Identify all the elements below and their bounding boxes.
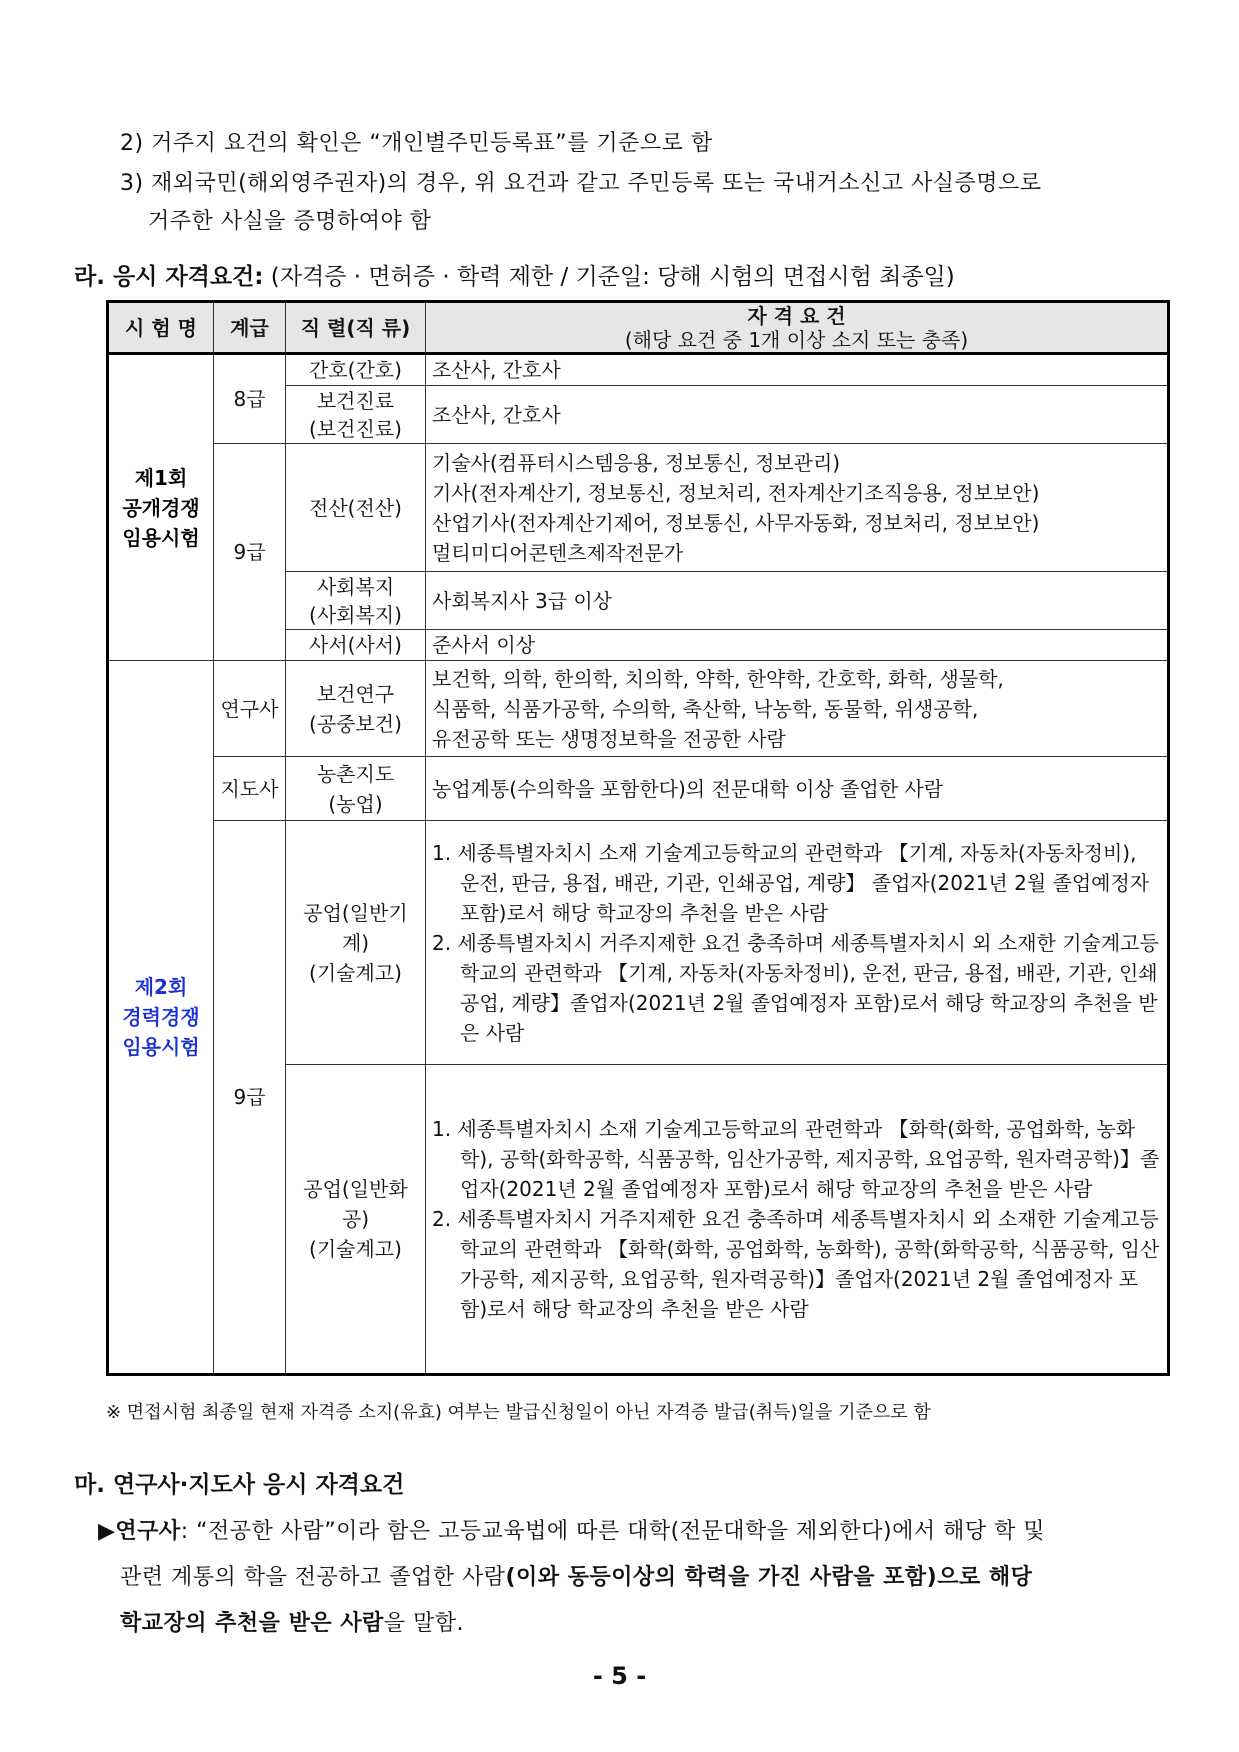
job-chem bbox=[286, 1065, 426, 1375]
exam-2-cell bbox=[108, 661, 214, 1375]
exam-1-line3: 임용시험 bbox=[122, 525, 200, 550]
table-row bbox=[108, 821, 1169, 1065]
job-research-line2: (공중보건) bbox=[309, 711, 402, 736]
table-row bbox=[108, 354, 1169, 386]
residence-rule-3-cont: 거주한 사실을 증명하여야 함 bbox=[148, 209, 432, 234]
section-ma-line3-plain: 을 말함. bbox=[383, 1611, 465, 1636]
grade-advisor: 지도사 bbox=[214, 757, 286, 821]
exam-1-cell bbox=[108, 354, 214, 661]
grade-9-exam1: 9급 bbox=[214, 444, 286, 661]
job-mech-line1: 공업(일반기계) bbox=[303, 900, 408, 955]
req-it-line4: 멀티미디어콘텐츠제작전문가 bbox=[432, 540, 684, 565]
header-exam: 시 험 명 bbox=[108, 302, 214, 354]
job-health-line1: 보건진료 bbox=[316, 388, 395, 413]
job-research-line1: 보건연구 bbox=[316, 681, 395, 706]
section-ma-line2 bbox=[120, 1560, 1032, 1591]
req-research-line1: 보건학, 의학, 한의학, 치의학, 약학, 한약학, 간호학, 화학, 생물학, bbox=[432, 666, 1004, 691]
req-nurse: 조산사, 간호사 bbox=[426, 354, 1169, 386]
page-number: - 5 - bbox=[592, 1662, 647, 1690]
header-grade: 계급 bbox=[214, 302, 286, 354]
grade-8: 8급 bbox=[214, 354, 286, 444]
job-chem-line1: 공업(일반화공) bbox=[303, 1177, 408, 1231]
job-mech bbox=[286, 821, 426, 1065]
job-rural bbox=[286, 757, 426, 821]
req-research-line3: 유전공학 또는 생명정보학을 전공한 사람 bbox=[432, 726, 786, 751]
req-mech bbox=[426, 821, 1169, 1065]
req-chem bbox=[426, 1065, 1169, 1375]
grade-researcher: 연구사 bbox=[214, 661, 286, 757]
req-chem-item1: 1. 세종특별자치시 소재 기술계고등학교의 관련학과 【화학(화학, 공업화학, 농화학), 공학(화학공학, 식품공학, 임산가공학, 제지공학, 요업공학, 원자력공학)】졸업자(2021년 2월 졸업예정자 포함)로서 해당 학교장의 추천을 받은 사람 bbox=[432, 1117, 1160, 1201]
header-requirements bbox=[426, 302, 1169, 354]
section-ma-title: 마. 연구사·지도사 응시 자격요건 bbox=[74, 1472, 405, 1498]
job-health bbox=[286, 386, 426, 444]
job-welfare-line2: (사회복지) bbox=[309, 602, 402, 627]
job-it: 전산(전산) bbox=[286, 444, 426, 572]
section-ra-subtitle: (자격증 · 면허증 · 학력 제한 / 기준일: 당해 시험의 면접시험 최종일) bbox=[270, 264, 955, 290]
req-mech-item1: 1. 세종특별자치시 소재 기술계고등학교의 관련학과 【기계, 자동차(자동차정비), 운전, 판금, 용접, 배관, 기관, 인쇄공업, 계량】 졸업자(2021년 2월 졸업예정자 포함)로서 해당 학교장의 추천을 받은 사람 bbox=[432, 840, 1150, 925]
header-req-title: 자 격 요 건 bbox=[747, 303, 846, 328]
section-ma-line3 bbox=[120, 1606, 464, 1637]
table-header-row bbox=[108, 302, 1169, 354]
job-research bbox=[286, 661, 426, 757]
req-librarian: 준사서 이상 bbox=[426, 630, 1169, 661]
section-ma-line2-bold: (이와 동등이상의 학력을 가진 사람을 포함)으로 해당 bbox=[505, 1565, 1033, 1590]
section-ma-line2-plain: 관련 계통의 학을 전공하고 졸업한 사람 bbox=[120, 1565, 506, 1590]
req-research bbox=[426, 661, 1169, 757]
section-ma-line3-bold: 학교장의 추천을 받은 사람 bbox=[120, 1611, 384, 1636]
exam-2-line3: 임용시험 bbox=[122, 1035, 200, 1059]
job-welfare bbox=[286, 572, 426, 630]
section-ma-line1 bbox=[98, 1514, 1045, 1545]
req-it-line1: 기술사(컴퓨터시스템응용, 정보통신, 정보관리) bbox=[432, 450, 841, 475]
req-mech-item2: 2. 세종특별자치시 거주지제한 요건 충족하며 세종특별자치시 외 소재한 기술계고등학교의 관련학과 【기계, 자동차(자동차정비), 운전, 판금, 용접, 배관, 기관, 인쇄공업, 계량】졸업자(2021년 2월 졸업예정자 포함)로서 해당 학교장의 추천을 받은 사람 bbox=[432, 930, 1159, 1045]
req-it-line2: 기사(전자계산기, 정보통신, 정보처리, 전자계산기조직응용, 정보보안) bbox=[432, 480, 1040, 505]
job-rural-line1: 농촌지도 bbox=[316, 761, 395, 786]
residence-rule-3: 3) 재외국민(해외영주권자)의 경우, 위 요건과 같고 주민등록 또는 국내거소신고 사실증명으로 bbox=[120, 171, 1042, 196]
table-footnote: ※ 면접시험 최종일 현재 자격증 소지(유효) 여부는 발급신청일이 아닌 자격증 발급(취득)일을 기준으로 함 bbox=[106, 1402, 931, 1423]
header-job: 직 렬(직 류) bbox=[286, 302, 426, 354]
table-row bbox=[108, 757, 1169, 821]
job-nurse: 간호(간호) bbox=[286, 354, 426, 386]
section-ra-title: 라. 응시 자격요건: bbox=[74, 264, 264, 290]
req-research-line2: 식품학, 식품가공학, 수의학, 축산학, 낙농학, 동물학, 위생공학, bbox=[432, 696, 979, 721]
residence-rule-2: 2) 거주지 요건의 확인은 “개인별주민등록표”를 기준으로 함 bbox=[120, 131, 713, 156]
job-health-line2: (보건진료) bbox=[309, 416, 402, 441]
req-it bbox=[426, 444, 1169, 572]
req-chem-item2: 2. 세종특별자치시 거주지제한 요건 충족하며 세종특별자치시 외 소재한 기술계고등학교의 관련학과 【화학(화학, 공업화학, 농화학), 공학(화학공학, 식품공학, 임산가공학, 제지공학, 요업공학, 원자력공학)】졸업자(2021년 2월 졸업예정자 포함)로서 해당 학교장의 추천을 받은 사람 bbox=[432, 1207, 1160, 1321]
grade-9-exam2: 9급 bbox=[214, 821, 286, 1375]
researcher-label: 연구사 bbox=[115, 1519, 181, 1544]
req-welfare: 사회복지사 3급 이상 bbox=[426, 572, 1169, 630]
req-health: 조산사, 간호사 bbox=[426, 386, 1169, 444]
qualification-table bbox=[106, 300, 1170, 1376]
exam-2-line1: 제2회 bbox=[134, 975, 188, 999]
exam-1-line2: 공개경쟁 bbox=[122, 495, 200, 520]
job-librarian: 사서(사서) bbox=[286, 630, 426, 661]
section-ma-line1-text: : “전공한 사람”이라 함은 고등교육법에 따른 대학(전문대학을 제외한다)에서 해당 학 및 bbox=[180, 1519, 1046, 1544]
job-chem-line2: (기술계고) bbox=[309, 1237, 402, 1261]
header-req-subtitle: (해당 요건 중 1개 이상 소지 또는 충족) bbox=[624, 327, 969, 352]
req-it-line3: 산업기사(전자계산기제어, 정보통신, 사무자동화, 정보처리, 정보보안) bbox=[432, 510, 1040, 535]
job-mech-line2: (기술계고) bbox=[309, 960, 402, 985]
exam-1-line1: 제1회 bbox=[134, 465, 188, 490]
req-rural: 농업계통(수의학을 포함한다)의 전문대학 이상 졸업한 사람 bbox=[426, 757, 1169, 821]
exam-2-line2: 경력경쟁 bbox=[122, 1005, 200, 1029]
job-rural-line2: (농업) bbox=[328, 791, 383, 816]
bullet-icon: ▶ bbox=[98, 1519, 116, 1544]
table-row bbox=[108, 661, 1169, 757]
section-ra-heading bbox=[74, 258, 955, 291]
job-welfare-line1: 사회복지 bbox=[316, 574, 395, 599]
table-row bbox=[108, 444, 1169, 572]
